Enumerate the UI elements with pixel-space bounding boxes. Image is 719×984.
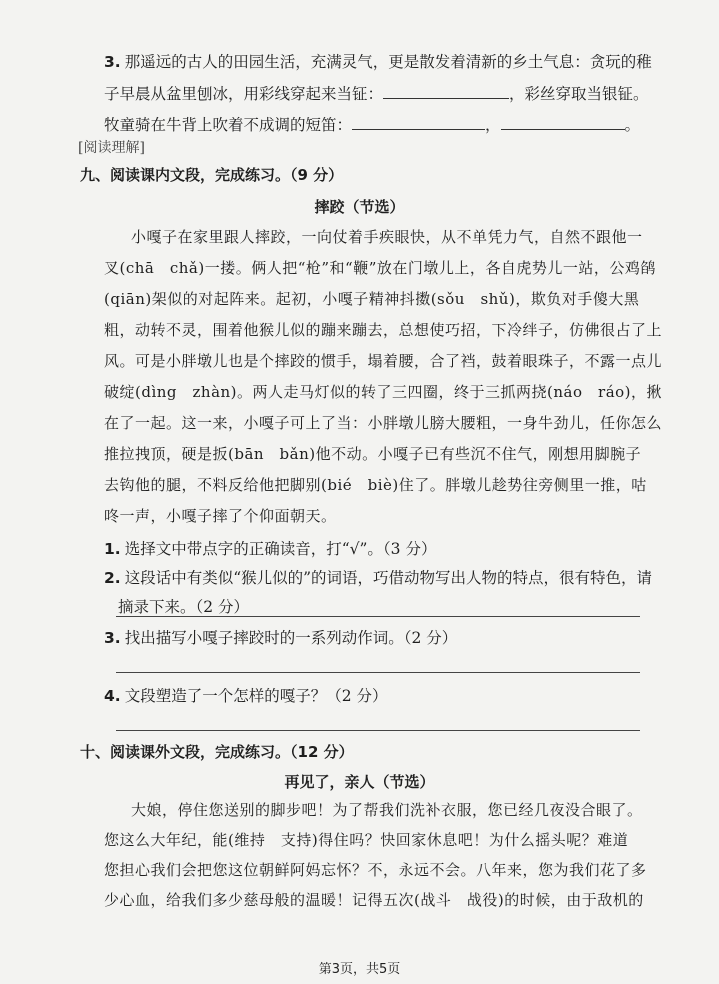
question-2-text: 这段话中有类似“猴儿似的”的词语，巧借动物写出人物的特点，很有特色，请 xyxy=(124,569,653,587)
question-4 xyxy=(104,686,387,706)
passage10-line: 大娘，停住您送别的脚步吧！为了帮我们洗补衣服，您已经几夜没合眼了。 xyxy=(131,801,643,819)
passage10-line: 您担心我们会把您这位朝鲜阿妈忘怀？不，永远不会。八年来，您为我们花了多 xyxy=(104,861,647,879)
q3-line-3 xyxy=(104,113,640,135)
passage9-line: 破绽(dìng zhàn)。两人走马灯似的转了三四圈，终于三抓两挠(náo ráo)，揪 xyxy=(104,383,663,401)
question-2 xyxy=(104,568,652,588)
passage9-line: 风。可是小胖墩儿也是个摔跤的惯手，塌着腰，合了裆，鼓着眼珠子，不露一点儿 xyxy=(104,352,663,370)
section10-heading: 十、阅读课外文段，完成练习。（12 分） xyxy=(80,743,354,761)
answer-line-q2[interactable] xyxy=(116,616,640,617)
section9-title: 摔跤（节选） xyxy=(314,198,405,216)
passage9-line: 去钩他的腿，不料反给他把脚别(bié biè)住了。胖墩儿趁势往旁侧里一推，咕 xyxy=(104,476,647,494)
section10-title: 再见了，亲人（节选） xyxy=(284,773,435,791)
question-4-text: 文段塑造了一个怎样的嘎子？（2 分） xyxy=(124,687,388,705)
question-3 xyxy=(104,628,457,648)
answer-line-q3[interactable] xyxy=(116,672,640,673)
passage9-line: 叉(chā chǎ)一搂。俩人把“枪”和“鞭”放在门墩儿上，各自虎势儿一站，公鸡鹐 xyxy=(104,259,656,277)
answer-line-q4[interactable] xyxy=(116,730,640,731)
question-1 xyxy=(104,539,436,559)
q3-text-1: 那遥远的古人的田园生活，充满灵气，更是散发着清新的乡土气息：贪玩的稚 xyxy=(124,53,652,71)
question-4-number: 4. xyxy=(104,687,121,705)
q3-text-3a: 牧童骑在牛背上吹着不成调的短笛： xyxy=(104,116,353,134)
question-2-cont: 摘录下来。（2 分） xyxy=(118,598,250,616)
passage9-line: 粗，动转不灵，围着他猴儿似的蹦来蹦去，总想使巧招，下冷绊子，仿佛很占了上 xyxy=(104,321,663,339)
q3-line-1 xyxy=(104,52,652,72)
question-1-number: 1. xyxy=(104,540,121,558)
q3-text-2b: ，彩丝穿取当银钲。 xyxy=(509,85,649,103)
q3-text-2a: 子早晨从盆里刨冰，用彩线穿起来当钲： xyxy=(104,85,384,103)
passage10-line: 少心血，给我们多少慈母般的温暖！记得五次(战斗 战役)的时候，由于敌机的 xyxy=(104,891,644,909)
passage9-line: 咚一声，小嘎子摔了个仰面朝天。 xyxy=(104,507,337,525)
section9-heading: 九、阅读课内文段，完成练习。（9 分） xyxy=(80,166,344,184)
question-3-number: 3. xyxy=(104,629,121,647)
question-3-text: 找出描写小嘎子摔跤时的一系列动作词。（2 分） xyxy=(124,629,458,647)
q3-text-3b: ， xyxy=(485,116,501,134)
q3-blank-3[interactable] xyxy=(501,113,625,130)
page-footer: 第3页，共5页 xyxy=(318,962,401,977)
q3-blank-2[interactable] xyxy=(352,113,485,130)
q3-number: 3. xyxy=(104,53,121,71)
passage9-line: 在了一起。这一来，小嘎子可上了当：小胖墩儿膀大腰粗，一身牛劲儿，任你怎么 xyxy=(104,414,663,432)
q3-blank-1[interactable] xyxy=(383,82,509,99)
q3-line-2 xyxy=(104,82,649,104)
q3-text-3c: 。 xyxy=(624,116,641,134)
passage9-line: (qiān)架似的对起阵来。起初，小嘎子精神抖擞(sǒu shǔ)，欺负对手傻大黑 xyxy=(104,290,640,308)
passage9-line: 小嘎子在家里跟人摔跤，一向仗着手疾眼快，从不单凭力气，自然不跟他一 xyxy=(131,228,643,246)
question-1-text: 选择文中带点字的正确读音，打“√”。（3 分） xyxy=(124,540,437,558)
passage10-line: 您这么大年纪，能(维持 支持)得住吗？快回家休息吧！为什么摇头呢？难道 xyxy=(104,831,629,849)
passage9-line: 推拉拽顶，硬是扳(bān bǎn)他不动。小嘎子已有些沉不住气，刚想用脚腕子 xyxy=(104,445,642,463)
question-2-number: 2. xyxy=(104,569,121,587)
section-tag: [阅读理解] xyxy=(78,140,145,156)
